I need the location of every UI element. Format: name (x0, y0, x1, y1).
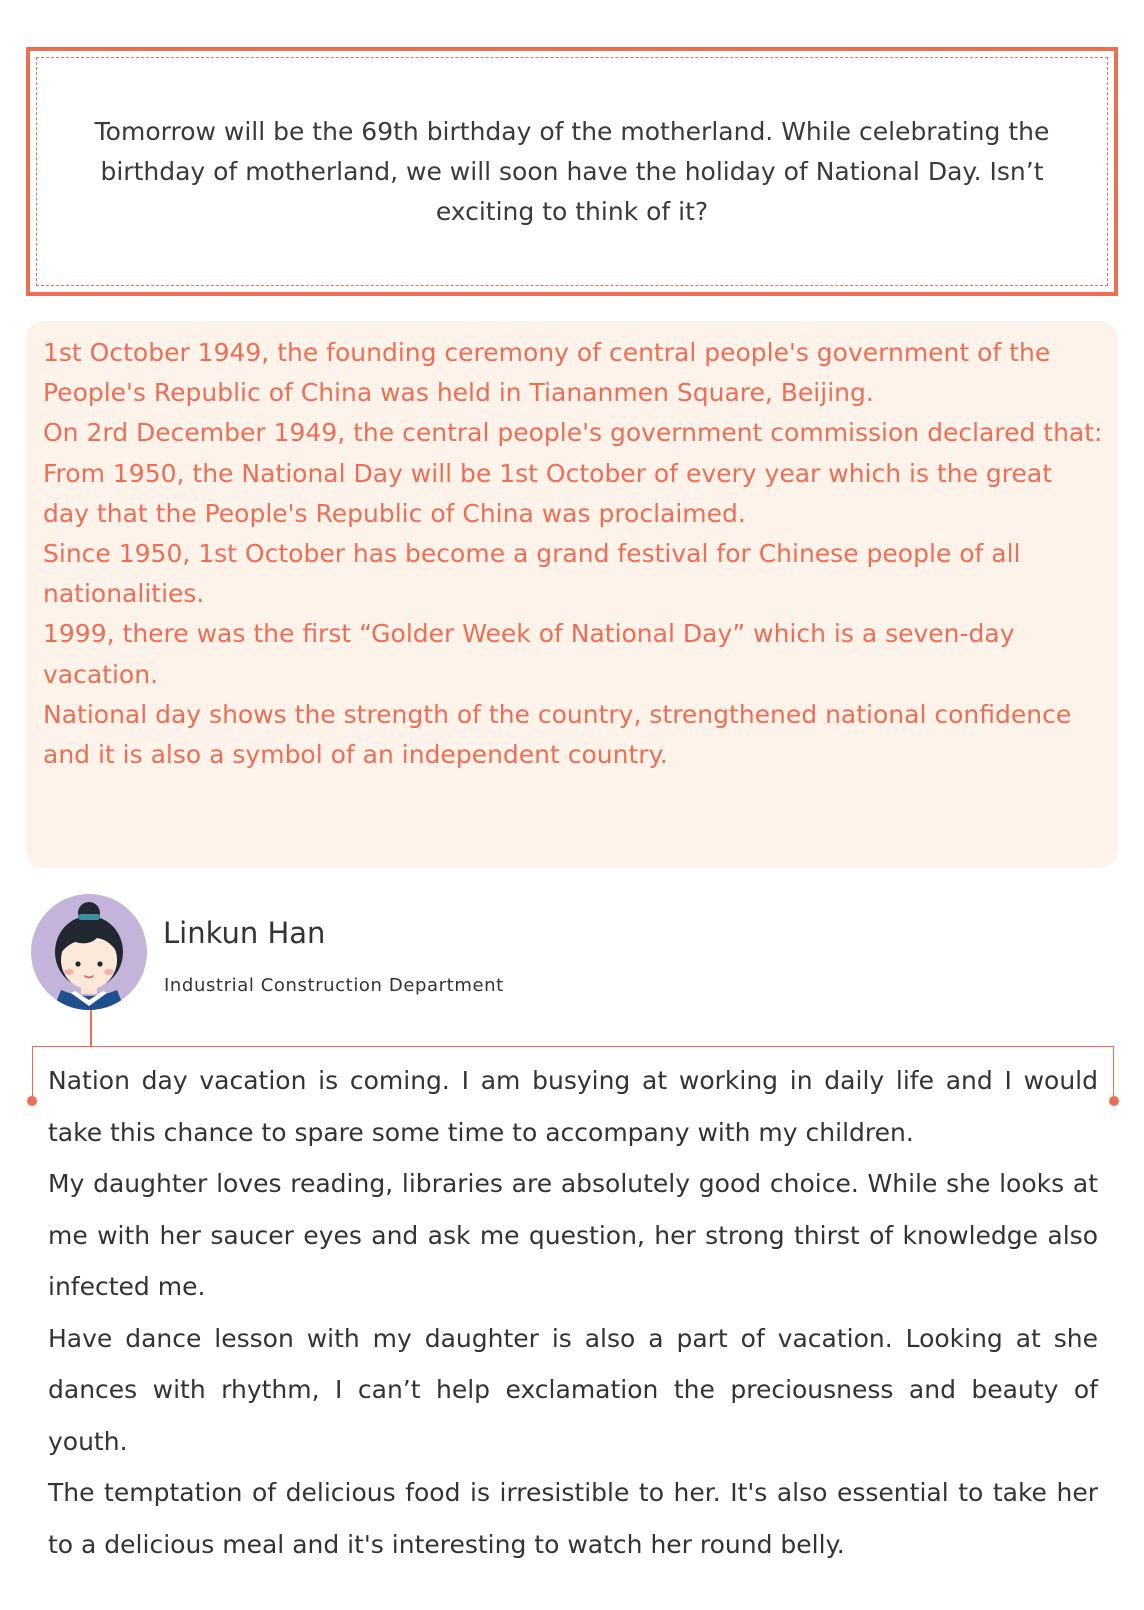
story-paragraph: My daughter loves reading, libraries are absolutely good choice. While she looks at me with her saucer eyes and ask me question, her strong thirst of knowledge also infected me. (48, 1169, 1098, 1301)
intro-frame (26, 47, 1118, 296)
author-name: Linkun Han (163, 916, 326, 950)
connector-line (90, 1010, 92, 1047)
cartoon-girl-avatar-icon (31, 894, 147, 1010)
story-paragraph: Have dance lesson with my daughter is also a part of vacation. Looking at she dances with rhythm, I can’t help exclamation the preciousness and beauty of youth. (48, 1323, 1098, 1456)
history-paragraph: National day shows the strength of the country, strengthened national confidence and it is also a symbol of an independent country. (43, 699, 1072, 770)
intro-dashed-border (36, 57, 1108, 286)
history-box (26, 321, 1118, 868)
story (48, 1055, 1098, 1570)
history-paragraph: 1999, there was the first “Golder Week of National Day” which is a seven-day vacation. (43, 619, 1015, 689)
story-paragraph: Nation day vacation is coming. I am busying at working in daily life and I would take this chance to spare some time to accompany with my children. (48, 1066, 1098, 1147)
history-paragraph: Since 1950, 1st October has become a grand festival for Chinese people of all nationalities. (43, 539, 1021, 609)
avatar (31, 894, 147, 1010)
intro-text: Tomorrow will be the 69th birthday of the motherland. While celebrating the birthday of motherland, we will soon have the holiday of National Day. Isn’t exciting to think of it? (94, 116, 1050, 226)
author-department: Industrial Construction Department (164, 975, 504, 996)
story-paragraph: The temptation of delicious food is irresistible to her. It's also essential to take her to a delicious meal and it's interesting to watch her round belly. (48, 1478, 1098, 1559)
history-paragraph: 1st October 1949, the founding ceremony of central people's government of the People's Republic of China was held in Tiananmen Square, Beijing. (43, 338, 1051, 408)
bracket-dot-left (27, 1096, 37, 1106)
history-paragraph: On 2rd December 1949, the central people's government commission declared that: From 1950, the National Day will be 1st October of every year which is the great day that the People's Republic of China was proclaimed. (43, 418, 1103, 528)
bracket-dot-right (1109, 1096, 1119, 1106)
